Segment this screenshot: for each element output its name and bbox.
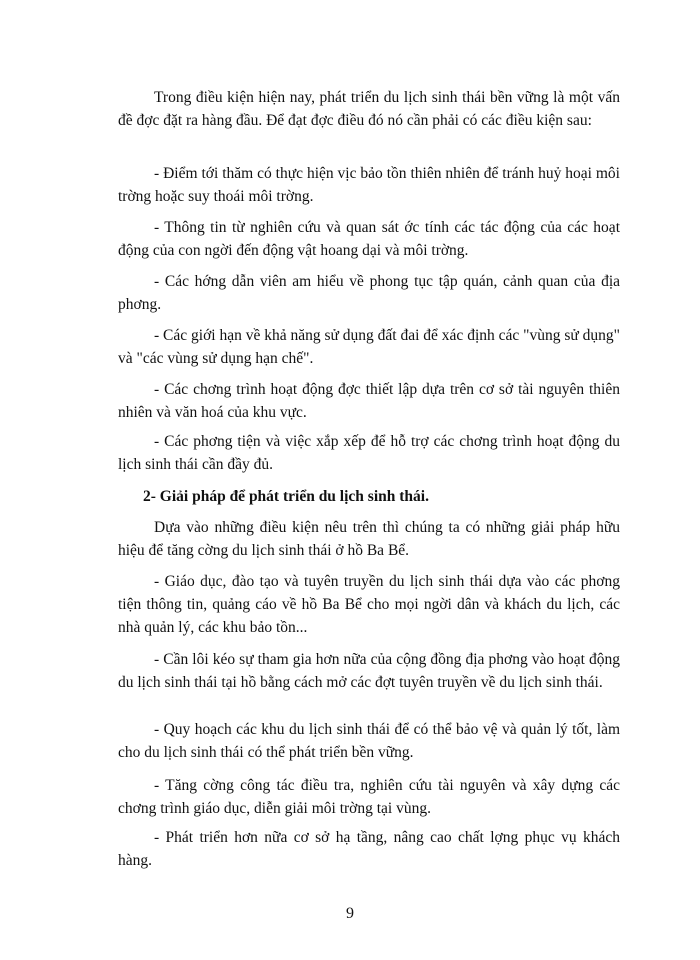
page-number: 9 — [346, 905, 354, 922]
paragraph-intro — [118, 86, 620, 132]
list-item-text: - Cần lôi kéo sự tham gia hơn nữa của cộng đồng địa phơng vào hoạt động du lịch sinh thái tại hồ bằng cách mở các đợt tuyên truyền về du lịch sinh thái. — [118, 651, 620, 691]
list-item — [118, 270, 620, 316]
paragraph-text: Dựa vào những điều kiện nêu trên thì chúng ta có những giải pháp hữu hiệu để tăng cờng du lịch sinh thái ở hồ Ba Bể. — [118, 519, 620, 559]
list-item — [118, 648, 620, 694]
list-item — [118, 324, 620, 370]
list-item-text: - Phát triển hơn nữa cơ sở hạ tầng, nâng cao chất lợng phục vụ khách hàng. — [118, 829, 620, 869]
list-item — [118, 826, 620, 872]
list-item-text: - Quy hoạch các khu du lịch sinh thái để có thể bảo vệ và quản lý tốt, làm cho du lịch sinh thái có thể phát triển bền vững. — [118, 721, 620, 761]
list-item — [118, 774, 620, 820]
list-item — [118, 162, 620, 208]
list-item — [118, 570, 620, 639]
heading-text: 2- Giải pháp để phát triển du lịch sinh thái. — [143, 488, 429, 505]
paragraph-text: Trong điều kiện hiện nay, phát triển du lịch sinh thái bền vững là một vấn đề đợc đặt ra hàng đầu. Để đạt đợc điều đó nó cần phải có các điều kiện sau: — [118, 89, 620, 129]
list-item-text: - Các giới hạn về khả năng sử dụng đất đai để xác định các "vùng sử dụng" và "các vùng sử dụng hạn chế". — [118, 327, 620, 367]
list-item-text: - Các phơng tiện và việc xắp xếp để hỗ trợ các chơng trình hoạt động du lịch sinh thái cần đầy đủ. — [118, 433, 620, 473]
list-item-text: - Thông tin từ nghiên cứu và quan sát ớc tính các tác động của các hoạt động của con ngời đến động vật hoang dại và môi trờng. — [118, 219, 620, 259]
list-item — [118, 718, 620, 764]
list-item — [118, 216, 620, 262]
list-item — [118, 378, 620, 424]
list-item-text: - Giáo dục, đào tạo và tuyên truyền du lịch sinh thái dựa vào các phơng tiện thông tin, quảng cáo về hồ Ba Bể cho mọi ngời dân và khách du lịch, các nhà quản lý, các khu bảo tồn... — [118, 573, 620, 636]
list-item-text: - Các chơng trình hoạt động đợc thiết lập dựa trên cơ sở tài nguyên thiên nhiên và văn hoá của khu vực. — [118, 381, 620, 421]
section-heading — [118, 485, 620, 508]
list-item-text: - Tăng cờng công tác điều tra, nghiên cứu tài nguyên và xây dựng các chơng trình giáo dục, diễn giải môi trờng tại vùng. — [118, 777, 620, 817]
list-item — [118, 430, 620, 476]
list-item-text: - Các hớng dẫn viên am hiểu về phong tục tập quán, cảnh quan của địa phơng. — [118, 273, 620, 313]
list-item-text: - Điểm tới thăm có thực hiện vịc bảo tồn thiên nhiên để tránh huỷ hoại môi trờng hoặc suy thoái môi trờng. — [118, 165, 620, 205]
paragraph-intro-2 — [118, 516, 620, 562]
